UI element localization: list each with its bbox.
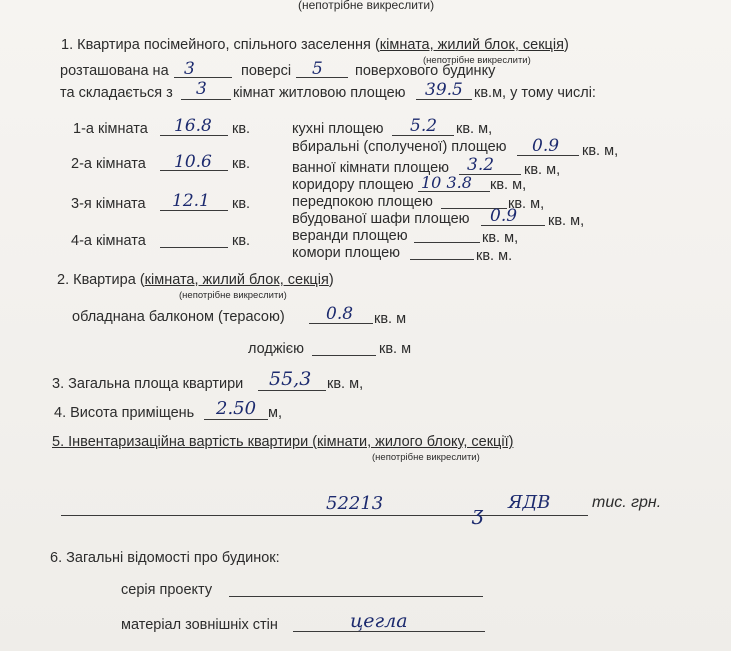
- floor-suffix-label: поверхового будинку: [355, 63, 496, 79]
- toilet-value: 0.9: [532, 136, 560, 156]
- series-label: серія проекту: [121, 582, 213, 598]
- room-3-value: 12.1: [172, 191, 210, 211]
- located-on-label: розташована на: [60, 63, 169, 79]
- top-note: (непотрібне викреслити): [298, 0, 435, 12]
- bathroom-unit: кв. м,: [524, 162, 561, 178]
- wardrobe-unit: кв. м,: [548, 213, 585, 229]
- section-1-struck-options: кімната, жилий блок, секція: [379, 37, 564, 53]
- corridor-label: коридору площею: [292, 177, 414, 193]
- corridor-value: 10 3.8: [421, 173, 472, 192]
- section-2-struck-options: кімната, жилий блок, секція: [144, 272, 329, 288]
- series-line: [229, 596, 483, 597]
- room-3-label: 3-я кімната: [71, 196, 146, 212]
- room-1-value: 16.8: [174, 116, 212, 136]
- section-1-close-paren: ): [563, 37, 569, 53]
- height-label: 4. Висота приміщень: [54, 405, 195, 421]
- balcony-unit: кв. м: [374, 311, 407, 327]
- room-2-unit: кв.: [232, 156, 251, 172]
- height-unit: м,: [268, 405, 282, 421]
- bathroom-label: ванної кімнати площею: [292, 160, 450, 176]
- balcony-label: обладнана балконом (терасою): [72, 309, 285, 325]
- rooms-count-line: [181, 99, 231, 100]
- floor-line: [174, 77, 232, 78]
- toilet-unit: кв. м,: [582, 143, 619, 159]
- room-1-label: 1-а кімната: [73, 121, 148, 137]
- room-4-label: 4-а кімната: [71, 233, 146, 249]
- inventory-value: 52213: [326, 493, 384, 514]
- kitchen-label: кухні площею: [292, 121, 384, 137]
- floors-total-value: 5: [312, 59, 323, 79]
- living-area-value: 39.5: [425, 80, 463, 100]
- room-1-unit: кв.: [232, 121, 251, 137]
- section-5-title: 5. Інвентаризаційна вартість квартири (кімнати, жилого блоку, секції): [52, 434, 514, 450]
- total-area-value: 55,3: [269, 368, 312, 390]
- pantry-label: комори площею: [292, 245, 401, 261]
- room-2-value: 10.6: [174, 152, 212, 172]
- veranda-line: [414, 242, 480, 243]
- consists-label: та складається з: [60, 85, 173, 101]
- inventory-value-tail: ЯДВ: [508, 492, 551, 513]
- room-2-label: 2-а кімната: [71, 156, 146, 172]
- section-1-title-text: 1. Квартира посімейного, спільного заселення (: [61, 37, 380, 53]
- corridor-unit: кв. м,: [490, 177, 527, 193]
- height-value: 2.50: [216, 398, 257, 419]
- section-2-close-paren: ): [328, 272, 334, 288]
- rooms-mid-label: кімнат житловою площею: [233, 85, 406, 101]
- section-1-note: (непотрібне викреслити): [423, 55, 531, 66]
- rooms-count-value: 3: [196, 79, 207, 99]
- wardrobe-label: вбудованої шафи площею: [292, 211, 470, 227]
- walls-label: матеріал зовнішніх стін: [121, 617, 278, 633]
- bathroom-value: 3.2: [467, 155, 495, 175]
- toilet-label: вбиральні (сполученої) площею: [292, 139, 507, 155]
- total-area-label: 3. Загальна площа квартири: [52, 376, 244, 392]
- balcony-value: 0.8: [326, 304, 354, 324]
- veranda-unit: кв. м,: [482, 230, 519, 246]
- kitchen-unit: кв. м,: [456, 121, 493, 137]
- inventory-mark: ʒ: [472, 501, 484, 525]
- rooms-suffix-label: кв.м, у тому числі:: [474, 85, 596, 101]
- pantry-unit: кв. м.: [476, 248, 513, 264]
- section-1-title: [61, 37, 569, 54]
- floor-mid-label: поверсі: [241, 63, 292, 79]
- floor-value: 3: [184, 59, 195, 79]
- currency-unit: тис. грн.: [592, 494, 662, 511]
- height-line: [204, 419, 268, 420]
- loggia-label: лоджією: [248, 341, 305, 357]
- hallway-label: передпокою площею: [292, 194, 433, 210]
- section-6-title: 6. Загальні відомості про будинок:: [50, 550, 280, 566]
- section-2-title-text: 2. Квартира (: [57, 272, 145, 288]
- walls-value: цегла: [350, 610, 408, 632]
- room-3-unit: кв.: [232, 196, 251, 212]
- veranda-label: веранди площею: [292, 228, 408, 244]
- loggia-line: [312, 355, 376, 356]
- total-area-line: [258, 390, 326, 391]
- room-4-unit: кв.: [232, 233, 251, 249]
- section-5-note: (непотрібне викреслити): [372, 452, 480, 463]
- total-area-unit: кв. м,: [327, 376, 364, 392]
- section-2-note: (непотрібне викреслити): [179, 290, 287, 301]
- value-line: [61, 515, 588, 516]
- loggia-unit: кв. м: [379, 341, 412, 357]
- pantry-line: [410, 259, 474, 260]
- wardrobe-value: 0.9: [490, 206, 518, 226]
- section-2-title: [57, 272, 334, 289]
- kitchen-value: 5.2: [410, 116, 438, 136]
- room-4-line: [160, 247, 228, 248]
- hallway-unit: кв. м,: [508, 196, 545, 212]
